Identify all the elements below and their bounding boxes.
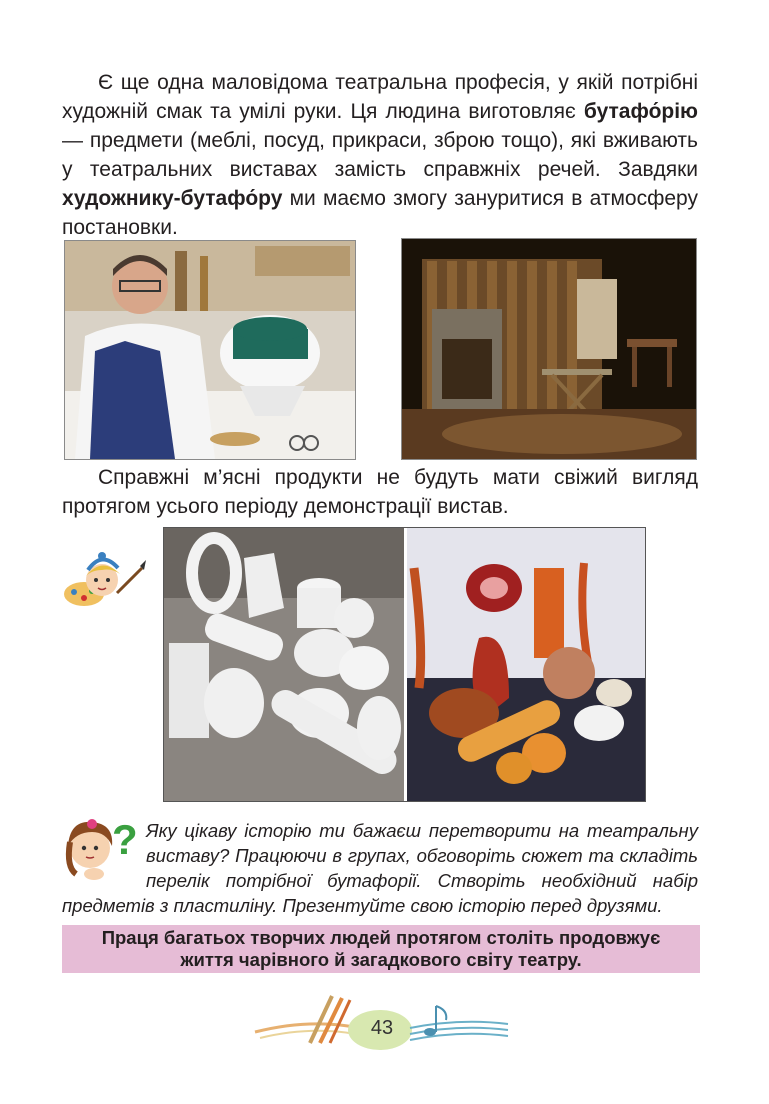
task-block [62, 818, 698, 918]
intro-text-3: ми маємо змогу зануритися в атмосферу постановки. [62, 187, 698, 239]
conclusion-line-1: Праця багатьох творчих людей протягом століть продовжує [101, 927, 661, 948]
intro-text-2: — предмети (меблі, посуд, прикраси, зброю тощо), які вживають у театральних виставах замість справжніх речей. Завдяки [62, 129, 698, 181]
task-line-1: Яку цікаву історію ти бажаєш перетворити на театральну [146, 820, 698, 841]
stage-set-photo [401, 238, 697, 460]
term-butafor-artist: художнику-бутафо́ру [62, 187, 283, 210]
meat-products-paragraph: Справжні м’ясні продукти не будуть мати свіжий вигляд протягом усього періоду демонстрації вистав. [62, 466, 698, 518]
prop-food-photo [163, 527, 646, 802]
term-butaforia: бутафо́рію [583, 100, 698, 123]
conclusion-banner [62, 925, 700, 973]
task-line-2: виставу? Працюючи в групах, обговоріть сюжет та складіть [146, 845, 698, 866]
page-number: 43 [370, 1017, 394, 1039]
task-line-3: перелік потрібної бутафорії. Створіть необхідний набір [146, 870, 698, 891]
intro-paragraph [62, 68, 698, 242]
painter-kid-icon [62, 548, 146, 614]
intro-text-1: Є ще одна маловідома театральна професія, у якій потрібні художній смак та умілі руки. Ця людина виготовляє [62, 71, 698, 123]
craftsman-photo [64, 240, 356, 460]
conclusion-line-2: життя чарівного й загадкового світу театру. [180, 949, 582, 970]
task-line-4: предметів з пластиліну. Презентуйте свою історію перед друзями. [62, 895, 663, 916]
svg-text:?: ? [112, 816, 138, 863]
